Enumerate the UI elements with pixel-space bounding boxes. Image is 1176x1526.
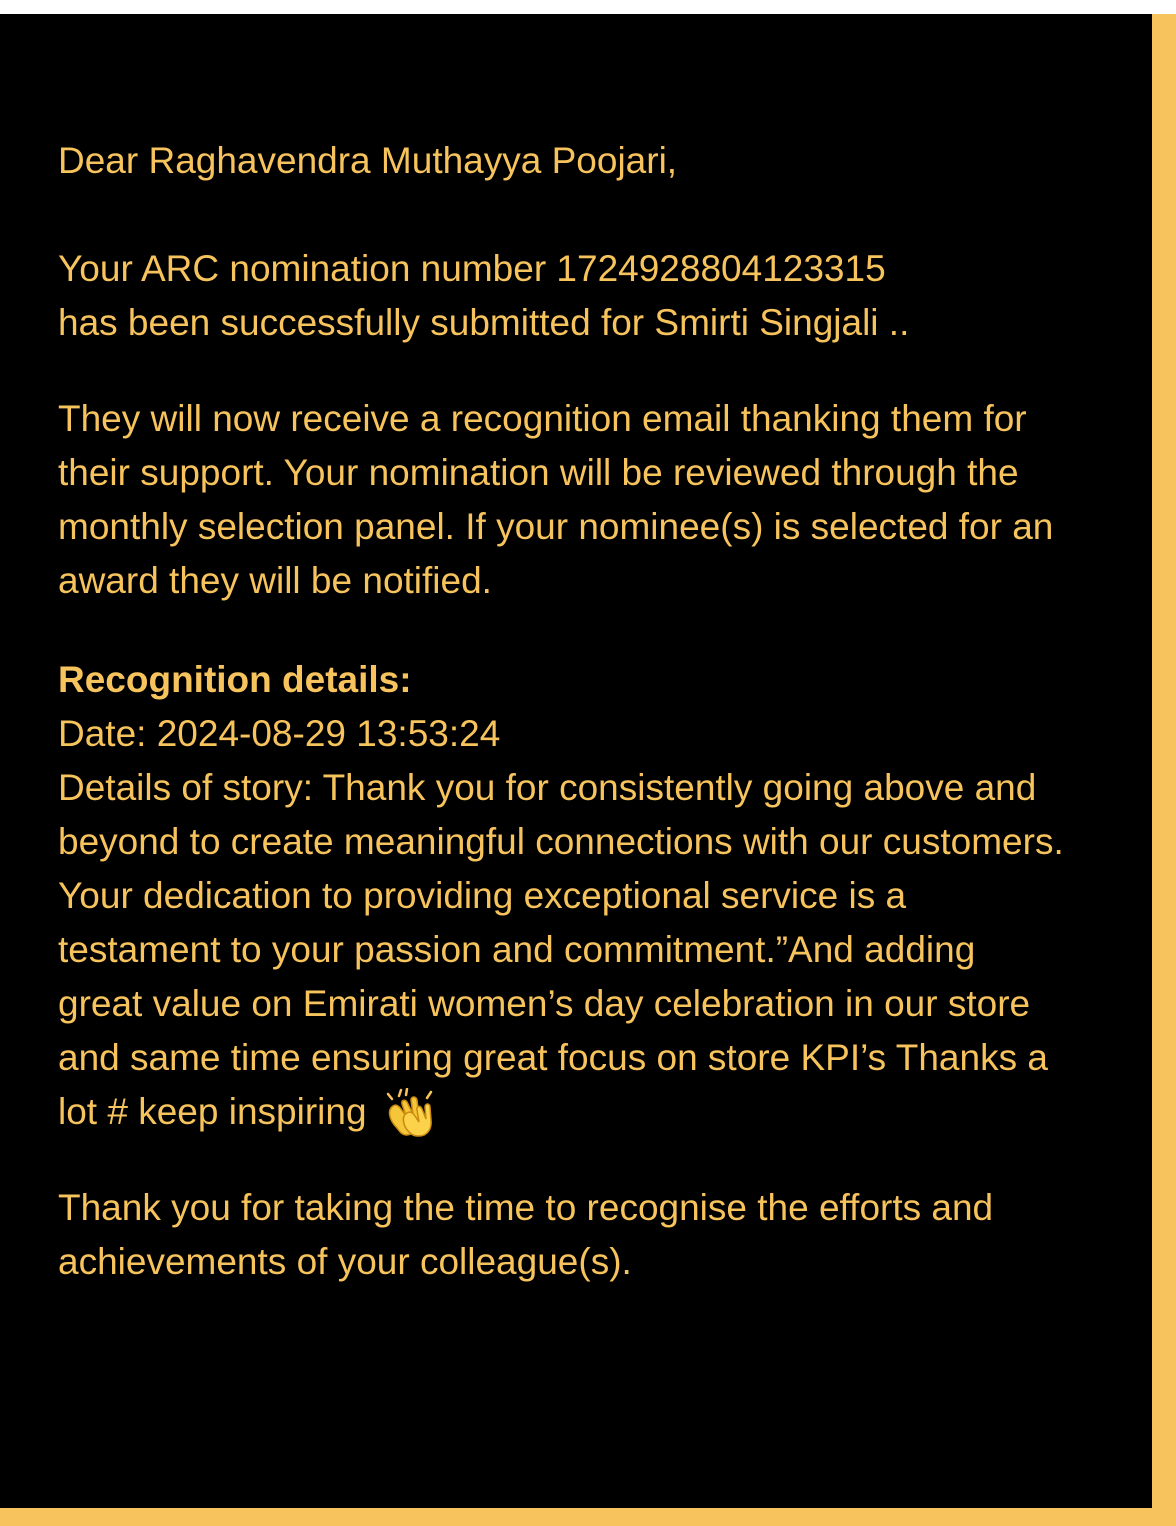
clapping-hands-icon: [379, 1088, 437, 1138]
nomination-confirmation: [58, 242, 1068, 350]
greeting: Dear Raghavendra Muthayya Poojari,: [58, 140, 678, 181]
details-heading: Recognition details:: [58, 659, 412, 700]
info-paragraph: They will now receive a recognition email thanking them for their support. Your nomination will be reviewed through the monthly selection panel. If your nominee(s) is selected for an award they will be notified.: [58, 398, 1054, 601]
email-body: [0, 14, 1152, 1508]
recognition-details: [58, 653, 1068, 1139]
date-line: Date: 2024-08-29 13:53:24: [58, 713, 501, 754]
top-strip: [0, 0, 1176, 14]
story-text: Details of story: Thank you for consistently going above and beyond to create meaningful connections with our customers. Your dedication to providing exceptional service is a testament to your passion and commitment.”And adding great value on Emirati women’s day celebration in our store and same time ensuring great focus on store KPI’s Thanks a lot # keep inspiring: [58, 767, 1064, 1132]
nomination-line-2: has been successfully submitted for Smirti Singjali ..: [58, 302, 910, 343]
nomination-line-1: Your ARC nomination number 1724928804123315: [58, 248, 886, 289]
closing-paragraph: Thank you for taking the time to recognise the efforts and achievements of your colleague(s).: [58, 1187, 994, 1282]
